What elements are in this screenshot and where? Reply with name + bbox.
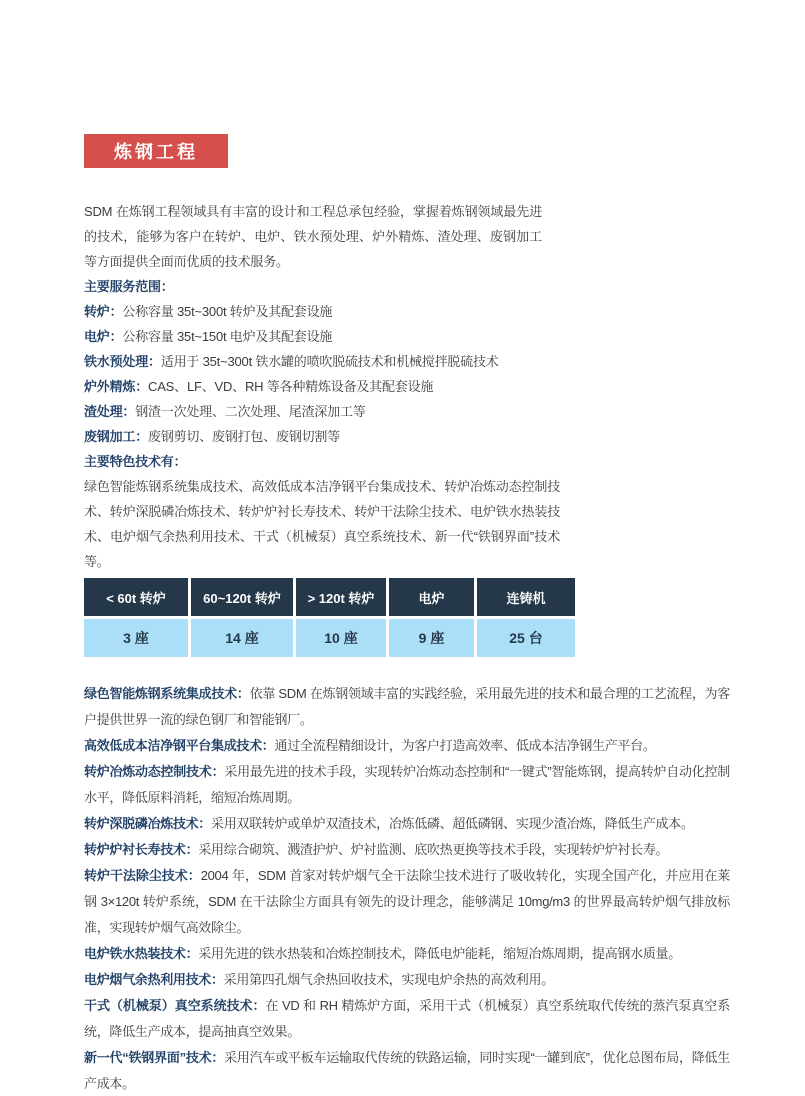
features-heading: 主要特色技术有： bbox=[84, 454, 187, 469]
technology-text: 依靠 SDM 在炼钢领域丰富的实践经验，采用最先进的技术和最合理的工艺流程，为客户提供世界一流的绿色钢厂和智能钢厂。 bbox=[84, 686, 730, 727]
technology-item bbox=[84, 967, 730, 993]
service-item-text: 适用于 35t~300t 铁水罐的喷吹脱硫技术和机械搅拌脱硫技术 bbox=[160, 354, 499, 369]
technology-text: 2004 年，SDM 首家对转炉烟气全干法除尘技术进行了吸收转化，实现全国产化，并应用在莱钢 3×120t 转炉系统，SDM 在干法除尘方面具有领先的设计理念，能够满足 10mg/m3 的世界最高转炉烟气排放标准，实现转炉烟气高效除尘。 bbox=[84, 868, 730, 935]
page-content bbox=[84, 199, 805, 1096]
technology-item bbox=[84, 1045, 730, 1096]
service-item-text: 公称容量 35t~150t 电炉及其配套设施 bbox=[122, 329, 333, 344]
service-item-label: 废钢加工： bbox=[84, 429, 149, 444]
capacity-table bbox=[84, 578, 805, 657]
service-item-label: 电炉： bbox=[84, 329, 123, 344]
service-item-text: 公称容量 35t~300t 转炉及其配套设施 bbox=[122, 304, 333, 319]
table-value-cell: 14 座 bbox=[191, 619, 293, 657]
technology-text: 采用综合砌筑、溅渣护炉、炉衬监测、底吹热更换等技术手段，实现转炉炉衬长寿。 bbox=[198, 842, 669, 857]
technology-item bbox=[84, 733, 730, 759]
table-value-cell: 3 座 bbox=[84, 619, 188, 657]
technology-list bbox=[84, 681, 730, 1096]
technology-label: 转炉炉衬长寿技术： bbox=[84, 842, 199, 857]
table-value-cell: 10 座 bbox=[296, 619, 386, 657]
section-title: 炼钢工程 bbox=[114, 142, 198, 162]
table-header-cell: > 120t 转炉 bbox=[296, 578, 386, 616]
table-column bbox=[389, 578, 474, 657]
service-item-text: 钢渣一次处理、二次处理、尾渣深加工等 bbox=[135, 404, 366, 419]
table-value-cell: 25 台 bbox=[477, 619, 575, 657]
service-item-label: 转炉： bbox=[84, 304, 123, 319]
technology-label: 电炉铁水热装技术： bbox=[84, 946, 199, 961]
technology-text: 通过全流程精细设计，为客户打造高效率、低成本洁净钢生产平台。 bbox=[274, 738, 656, 753]
service-item-label: 渣处理： bbox=[84, 404, 136, 419]
table-header-cell: 连铸机 bbox=[477, 578, 575, 616]
technology-label: 转炉深脱磷冶炼技术： bbox=[84, 816, 212, 831]
technology-label: 转炉干法除尘技术： bbox=[84, 868, 201, 883]
service-scope-heading: 主要服务范围： bbox=[84, 279, 174, 294]
technology-text: 采用双联转炉或单炉双渣技术，冶炼低磷、超低磷钢、实现少渣冶炼，降低生产成本。 bbox=[211, 816, 694, 831]
service-item-label: 炉外精炼： bbox=[84, 379, 149, 394]
technology-text: 采用汽车或平板车运输取代传统的铁路运输，同时实现“一罐到底”，优化总图布局，降低生产成本。 bbox=[84, 1050, 731, 1091]
service-item-text: CAS、LF、VD、RH 等各种精炼设备及其配套设施 bbox=[148, 379, 434, 394]
technology-label: 新一代“铁钢界面”技术： bbox=[84, 1050, 225, 1065]
service-item bbox=[84, 299, 805, 324]
section-title-badge bbox=[84, 134, 228, 168]
technology-text: 采用先进的铁水热装和冶炼控制技术，降低电炉能耗，缩短冶炼周期，提高钢水质量。 bbox=[198, 946, 681, 961]
features-summary: 绿色智能炼钢系统集成技术、高效低成本洁净钢平台集成技术、转炉冶炼动态控制技术、转炉深脱磷冶炼技术、转炉炉衬长寿技术、转炉干法除尘技术、电炉铁水热装技术、电炉烟气余热利用技术、干式（机械泵）真空系统技术、新一代“铁钢界面”技术等。 bbox=[84, 479, 560, 569]
intro-paragraph: SDM 在炼钢工程领域具有丰富的设计和工程总承包经验，掌握着炼钢领域最先进的技术，能够为客户在转炉、电炉、铁水预处理、炉外精炼、渣处理、废钢加工等方面提供全面而优质的技术服务。 bbox=[84, 204, 542, 269]
table-value-cell: 9 座 bbox=[389, 619, 474, 657]
table-header-cell: 电炉 bbox=[389, 578, 474, 616]
table-column bbox=[191, 578, 293, 657]
service-item bbox=[84, 349, 805, 374]
service-item bbox=[84, 399, 805, 424]
technology-label: 电炉烟气余热利用技术： bbox=[84, 972, 224, 987]
technology-item bbox=[84, 759, 730, 811]
technology-label: 干式（机械泵）真空系统技术： bbox=[84, 998, 266, 1013]
technology-item bbox=[84, 863, 730, 941]
service-item-label: 铁水预处理： bbox=[84, 354, 161, 369]
service-scope-section bbox=[84, 274, 805, 449]
technology-label: 转炉冶炼动态控制技术： bbox=[84, 764, 225, 779]
table-header-cell: 60~120t 转炉 bbox=[191, 578, 293, 616]
technology-item bbox=[84, 941, 730, 967]
table-column bbox=[296, 578, 386, 657]
technology-text: 在 VD 和 RH 精炼炉方面，采用干式（机械泵）真空系统取代传统的蒸汽泵真空系统，降低生产成本，提高抽真空效果。 bbox=[84, 998, 730, 1039]
technology-item bbox=[84, 993, 730, 1045]
technology-label: 绿色智能炼钢系统集成技术： bbox=[84, 686, 250, 701]
service-item bbox=[84, 324, 805, 349]
technology-text: 采用第四孔烟气余热回收技术，实现电炉余热的高效利用。 bbox=[223, 972, 554, 987]
service-item-text: 废钢剪切、废钢打包、废钢切割等 bbox=[148, 429, 341, 444]
technology-text: 采用最先进的技术手段，实现转炉冶炼动态控制和“一键式”智能炼钢，提高转炉自动化控制水平，降低原料消耗，缩短冶炼周期。 bbox=[84, 764, 731, 805]
service-item bbox=[84, 374, 805, 399]
technology-item bbox=[84, 811, 730, 837]
service-item bbox=[84, 424, 805, 449]
table-column bbox=[84, 578, 188, 657]
table-header-cell: < 60t 转炉 bbox=[84, 578, 188, 616]
technology-item bbox=[84, 837, 730, 863]
table-column bbox=[477, 578, 575, 657]
technology-item bbox=[84, 681, 730, 733]
technology-label: 高效低成本洁净钢平台集成技术： bbox=[84, 738, 275, 753]
